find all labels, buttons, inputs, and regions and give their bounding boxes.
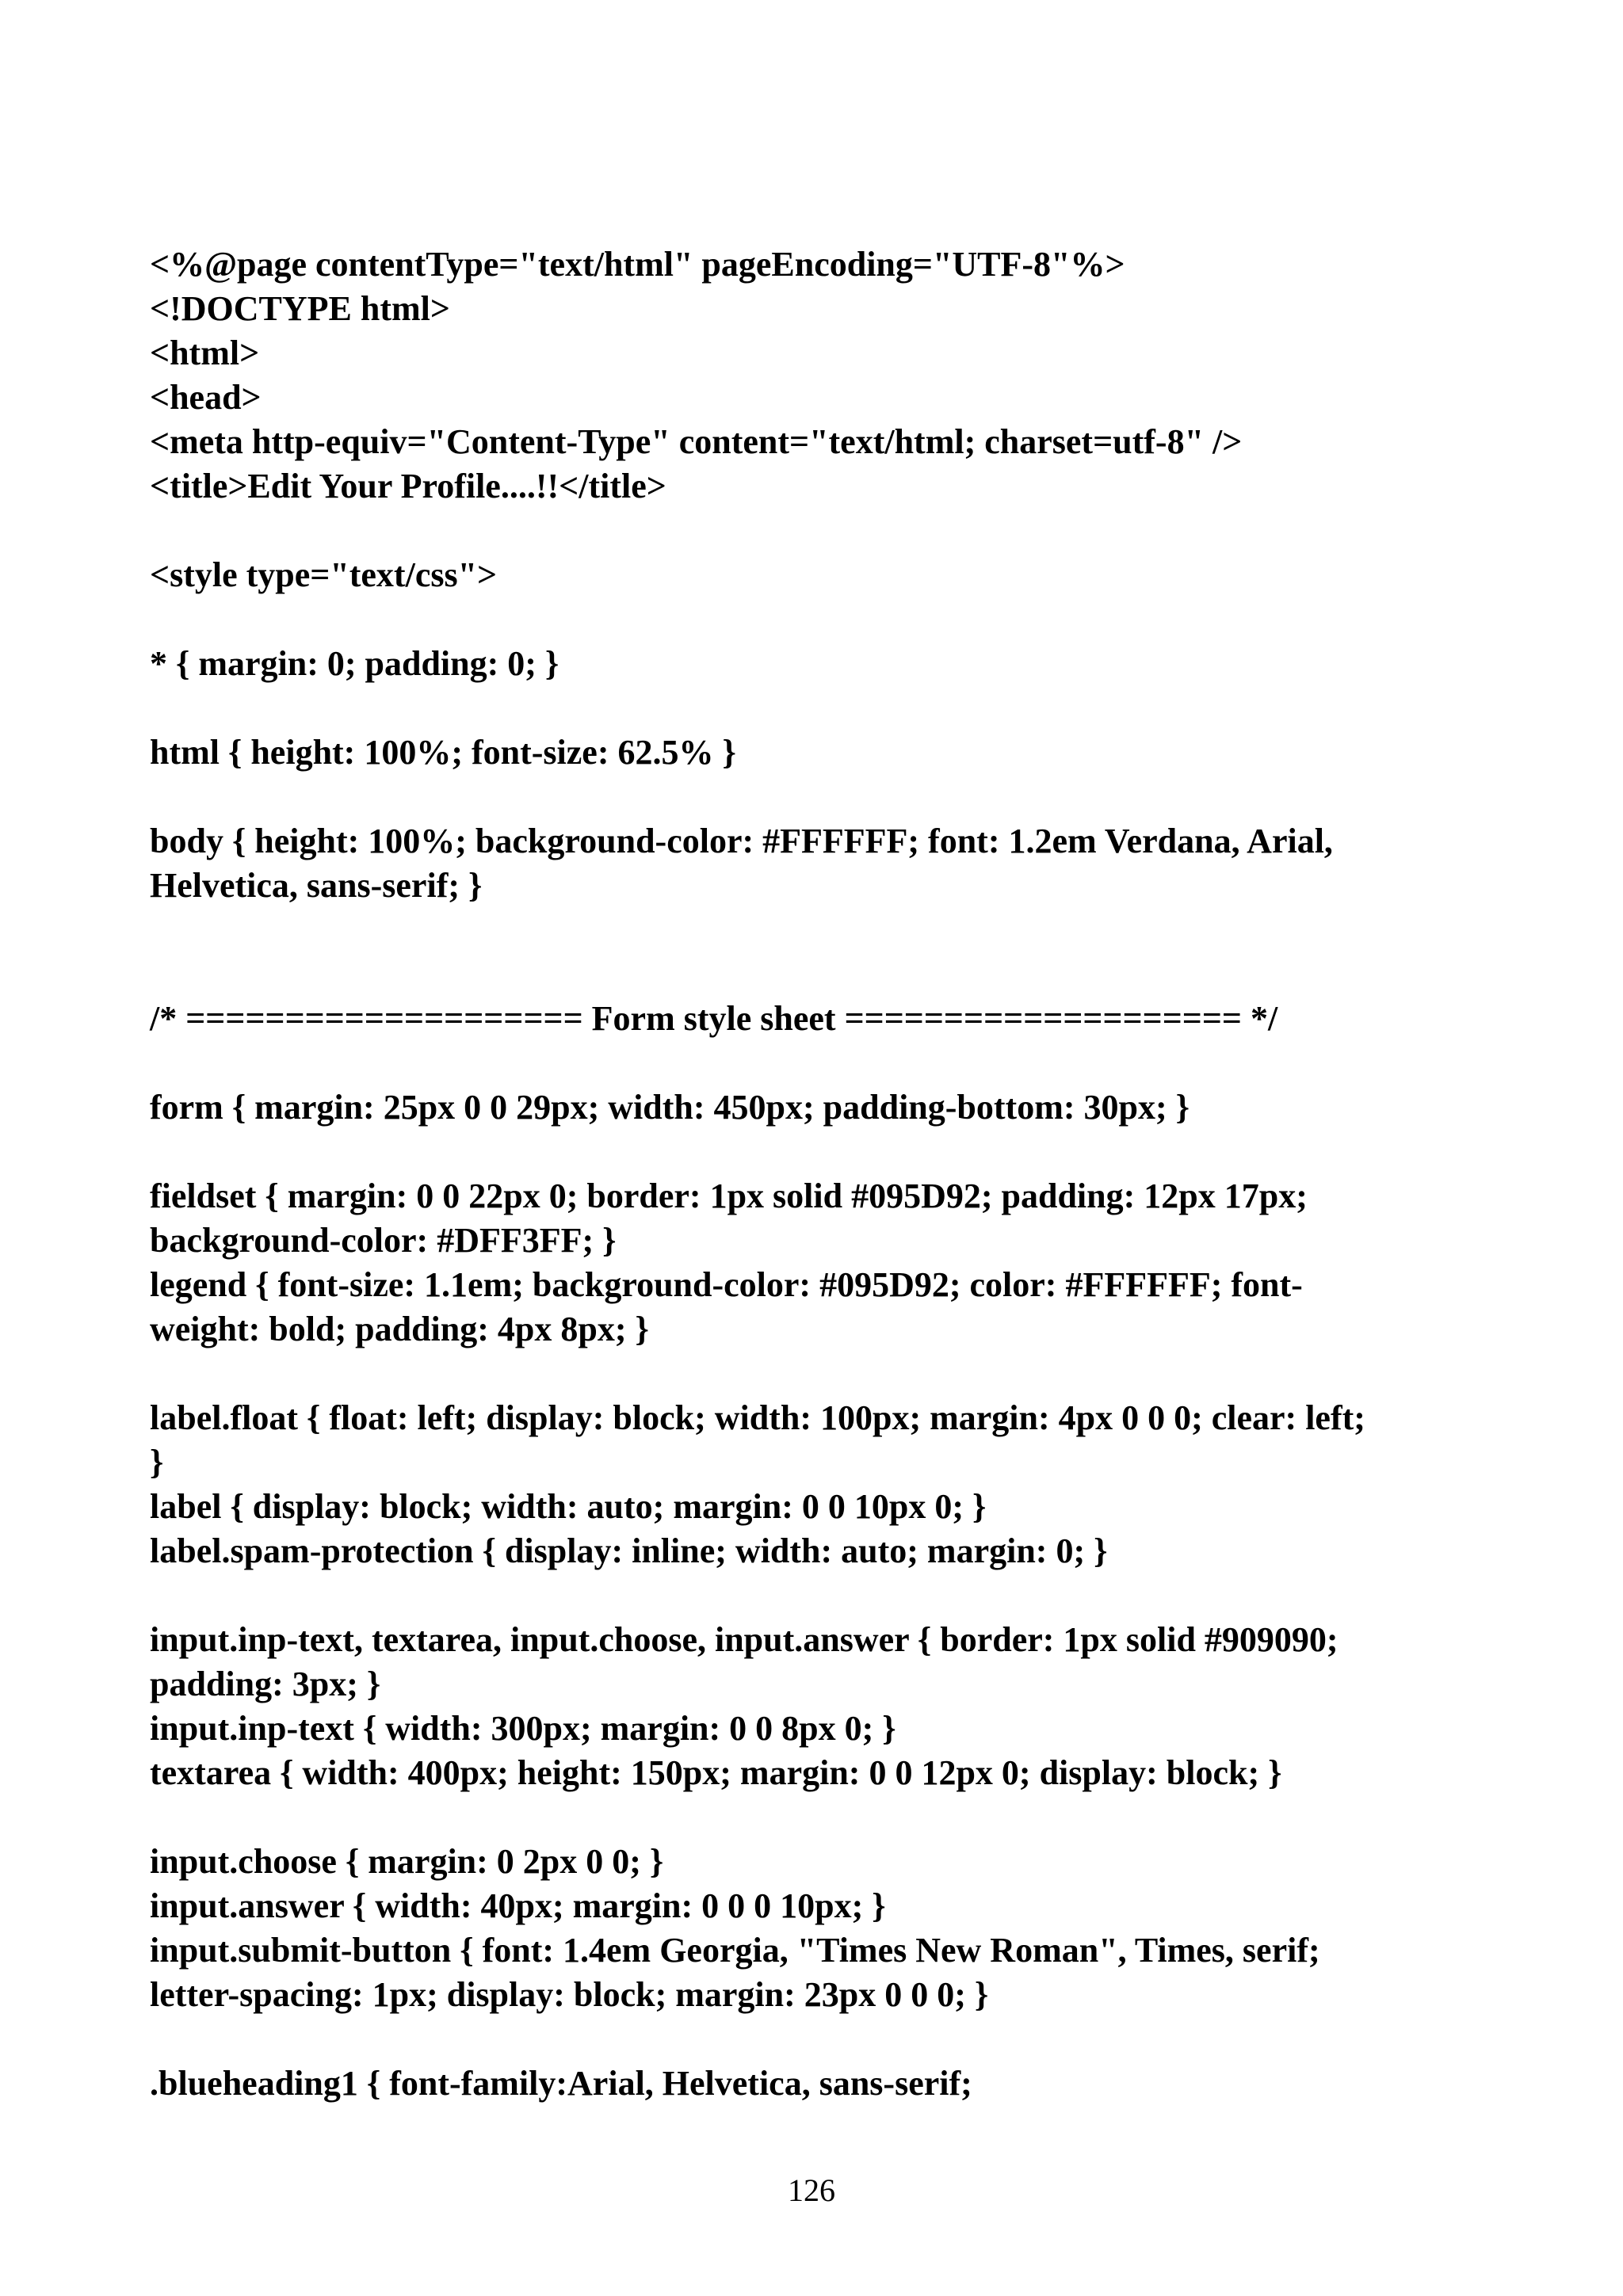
code-line bbox=[150, 952, 1497, 997]
code-line: textarea { width: 400px; height: 150px; margin: 0 0 12px 0; display: block; } bbox=[150, 1753, 1282, 1792]
page-number: 126 bbox=[788, 2172, 835, 2208]
code-line: /* ==================== Form style sheet ==================== */ bbox=[150, 999, 1278, 1038]
code-line: <style type="text/css"> bbox=[150, 555, 498, 594]
code-line: Helvetica, sans-serif; } bbox=[150, 866, 483, 905]
code-line: <meta http-equiv="Content-Type" content="text/html; charset=utf-8" /> bbox=[150, 422, 1243, 461]
code-line bbox=[150, 1795, 1497, 1840]
code-listing bbox=[150, 242, 1497, 2106]
code-line: letter-spacing: 1px; display: block; margin: 23px 0 0 0; } bbox=[150, 1975, 989, 2014]
code-line: body { height: 100%; background-color: #FFFFFF; font: 1.2em Verdana, Arial, bbox=[150, 822, 1333, 860]
code-line: background-color: #DFF3FF; } bbox=[150, 1221, 617, 1260]
code-line: label { display: block; width: auto; margin: 0 0 10px 0; } bbox=[150, 1487, 987, 1526]
code-line bbox=[150, 686, 1497, 730]
code-line bbox=[150, 597, 1497, 642]
code-line bbox=[150, 1352, 1497, 1396]
code-line: label.float { float: left; display: block; width: 100px; margin: 4px 0 0 0; clear: left; bbox=[150, 1398, 1365, 1437]
code-line bbox=[150, 775, 1497, 819]
code-line: fieldset { margin: 0 0 22px 0; border: 1px solid #095D92; padding: 12px 17px; bbox=[150, 1177, 1308, 1215]
code-line: <head> bbox=[150, 378, 262, 417]
code-line: } bbox=[150, 1443, 164, 1482]
code-line bbox=[150, 2017, 1497, 2061]
code-line bbox=[150, 1130, 1497, 1174]
code-line: <%@page contentType="text/html" pageEncoding="UTF-8"%> bbox=[150, 245, 1125, 284]
code-line: * { margin: 0; padding: 0; } bbox=[150, 644, 559, 683]
code-line: form { margin: 25px 0 0 29px; width: 450px; padding-bottom: 30px; } bbox=[150, 1088, 1190, 1127]
code-line bbox=[150, 908, 1497, 952]
code-line: input.inp-text { width: 300px; margin: 0 0 8px 0; } bbox=[150, 1709, 896, 1748]
code-line: legend { font-size: 1.1em; background-color: #095D92; color: #FFFFFF; font- bbox=[150, 1265, 1303, 1304]
code-line: html { height: 100%; font-size: 62.5% } bbox=[150, 733, 736, 772]
code-line: weight: bold; padding: 4px 8px; } bbox=[150, 1310, 649, 1348]
code-line bbox=[150, 509, 1497, 553]
code-line: label.spam-protection { display: inline; width: auto; margin: 0; } bbox=[150, 1531, 1108, 1570]
code-line bbox=[150, 1573, 1497, 1618]
code-line: .blueheading1 { font-family:Arial, Helvetica, sans-serif; bbox=[150, 2064, 972, 2103]
code-line: input.inp-text, textarea, input.choose, input.answer { border: 1px solid #909090; bbox=[150, 1620, 1338, 1659]
code-line: padding: 3px; } bbox=[150, 1665, 381, 1703]
code-line: <title>Edit Your Profile....!!</title> bbox=[150, 467, 666, 505]
code-line: input.submit-button { font: 1.4em Georgia, "Times New Roman", Times, serif; bbox=[150, 1931, 1320, 1970]
code-line: <html> bbox=[150, 334, 260, 372]
code-line: input.answer { width: 40px; margin: 0 0 0 10px; } bbox=[150, 1886, 886, 1925]
code-line bbox=[150, 1041, 1497, 1085]
code-line: <!DOCTYPE html> bbox=[150, 289, 450, 328]
code-line: input.choose { margin: 0 2px 0 0; } bbox=[150, 1842, 664, 1881]
